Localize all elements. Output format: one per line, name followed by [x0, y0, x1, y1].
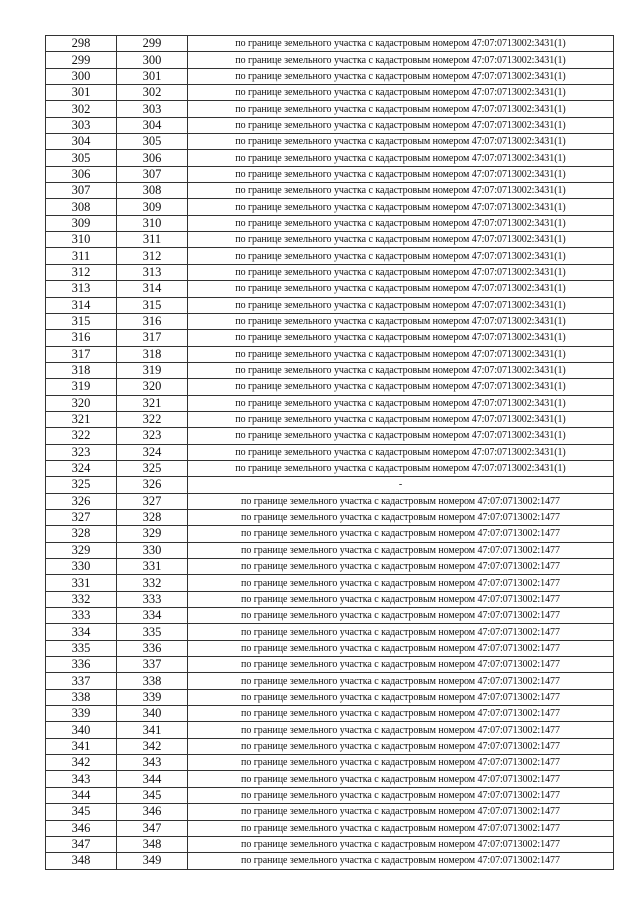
description-cell: по границе земельного участка с кадастровым номером 47:07:0713002:1477 — [188, 657, 614, 673]
from-point-cell: 309 — [46, 215, 117, 231]
from-point-cell: 330 — [46, 559, 117, 575]
description-cell: по границе земельного участка с кадастровым номером 47:07:0713002:3431(1) — [188, 346, 614, 362]
table-row — [46, 836, 614, 852]
from-point-cell: 302 — [46, 101, 117, 117]
description-cell: по границе земельного участка с кадастровым номером 47:07:0713002:3431(1) — [188, 232, 614, 248]
description-cell: по границе земельного участка с кадастровым номером 47:07:0713002:1477 — [188, 836, 614, 852]
from-point-cell: 333 — [46, 608, 117, 624]
table-row — [46, 509, 614, 525]
table-row — [46, 755, 614, 771]
table-row — [46, 313, 614, 329]
description-cell: по границе земельного участка с кадастровым номером 47:07:0713002:3431(1) — [188, 362, 614, 378]
to-point-cell: 313 — [117, 264, 188, 280]
from-point-cell: 346 — [46, 820, 117, 836]
to-point-cell: 324 — [117, 444, 188, 460]
table-row — [46, 395, 614, 411]
to-point-cell: 326 — [117, 477, 188, 493]
to-point-cell: 344 — [117, 771, 188, 787]
description-cell: по границе земельного участка с кадастровым номером 47:07:0713002:1477 — [188, 640, 614, 656]
from-point-cell: 300 — [46, 68, 117, 84]
description-cell: по границе земельного участка с кадастровым номером 47:07:0713002:1477 — [188, 509, 614, 525]
to-point-cell: 303 — [117, 101, 188, 117]
description-cell: по границе земельного участка с кадастровым номером 47:07:0713002:3431(1) — [188, 248, 614, 264]
to-point-cell: 333 — [117, 591, 188, 607]
description-cell: по границе земельного участка с кадастровым номером 47:07:0713002:3431(1) — [188, 199, 614, 215]
table-row — [46, 542, 614, 558]
from-point-cell: 332 — [46, 591, 117, 607]
from-point-cell: 306 — [46, 166, 117, 182]
table-row — [46, 640, 614, 656]
description-cell: по границе земельного участка с кадастровым номером 47:07:0713002:1477 — [188, 706, 614, 722]
to-point-cell: 312 — [117, 248, 188, 264]
to-point-cell: 307 — [117, 166, 188, 182]
to-point-cell: 330 — [117, 542, 188, 558]
description-cell: по границе земельного участка с кадастровым номером 47:07:0713002:1477 — [188, 493, 614, 509]
description-cell: по границе земельного участка с кадастровым номером 47:07:0713002:3431(1) — [188, 297, 614, 313]
table-row — [46, 281, 614, 297]
from-point-cell: 303 — [46, 117, 117, 133]
from-point-cell: 307 — [46, 183, 117, 199]
to-point-cell: 341 — [117, 722, 188, 738]
to-point-cell: 325 — [117, 460, 188, 476]
to-point-cell: 339 — [117, 689, 188, 705]
from-point-cell: 338 — [46, 689, 117, 705]
table-row — [46, 362, 614, 378]
to-point-cell: 345 — [117, 787, 188, 803]
table-row — [46, 134, 614, 150]
table-body — [46, 36, 614, 870]
description-cell: по границе земельного участка с кадастровым номером 47:07:0713002:3431(1) — [188, 215, 614, 231]
to-point-cell: 336 — [117, 640, 188, 656]
table-row — [46, 853, 614, 869]
to-point-cell: 347 — [117, 820, 188, 836]
table-row — [46, 722, 614, 738]
description-cell: по границе земельного участка с кадастровым номером 47:07:0713002:1477 — [188, 624, 614, 640]
table-row — [46, 559, 614, 575]
to-point-cell: 311 — [117, 232, 188, 248]
from-point-cell: 325 — [46, 477, 117, 493]
description-cell: по границе земельного участка с кадастровым номером 47:07:0713002:3431(1) — [188, 166, 614, 182]
table-row — [46, 101, 614, 117]
description-cell: по границе земельного участка с кадастровым номером 47:07:0713002:3431(1) — [188, 313, 614, 329]
to-point-cell: 315 — [117, 297, 188, 313]
description-cell: по границе земельного участка с кадастровым номером 47:07:0713002:1477 — [188, 755, 614, 771]
from-point-cell: 312 — [46, 264, 117, 280]
description-cell: по границе земельного участка с кадастровым номером 47:07:0713002:1477 — [188, 771, 614, 787]
description-cell: по границе земельного участка с кадастровым номером 47:07:0713002:1477 — [188, 673, 614, 689]
to-point-cell: 321 — [117, 395, 188, 411]
table-row — [46, 804, 614, 820]
from-point-cell: 322 — [46, 428, 117, 444]
to-point-cell: 349 — [117, 853, 188, 869]
to-point-cell: 346 — [117, 804, 188, 820]
description-cell: по границе земельного участка с кадастровым номером 47:07:0713002:3431(1) — [188, 444, 614, 460]
description-cell: по границе земельного участка с кадастровым номером 47:07:0713002:1477 — [188, 804, 614, 820]
table-row — [46, 117, 614, 133]
table-row — [46, 411, 614, 427]
table-row — [46, 346, 614, 362]
from-point-cell: 329 — [46, 542, 117, 558]
table-row — [46, 673, 614, 689]
to-point-cell: 300 — [117, 52, 188, 68]
to-point-cell: 309 — [117, 199, 188, 215]
table-row — [46, 460, 614, 476]
to-point-cell: 306 — [117, 150, 188, 166]
table-row — [46, 52, 614, 68]
description-cell: по границе земельного участка с кадастровым номером 47:07:0713002:1477 — [188, 526, 614, 542]
table-row — [46, 166, 614, 182]
description-cell: - — [188, 477, 614, 493]
to-point-cell: 320 — [117, 379, 188, 395]
from-point-cell: 347 — [46, 836, 117, 852]
description-cell: по границе земельного участка с кадастровым номером 47:07:0713002:3431(1) — [188, 134, 614, 150]
to-point-cell: 317 — [117, 330, 188, 346]
description-cell: по границе земельного участка с кадастровым номером 47:07:0713002:1477 — [188, 591, 614, 607]
table-row — [46, 183, 614, 199]
to-point-cell: 302 — [117, 85, 188, 101]
to-point-cell: 299 — [117, 36, 188, 52]
from-point-cell: 321 — [46, 411, 117, 427]
table-row — [46, 657, 614, 673]
to-point-cell: 338 — [117, 673, 188, 689]
description-cell: по границе земельного участка с кадастровым номером 47:07:0713002:1477 — [188, 722, 614, 738]
table-row — [46, 232, 614, 248]
from-point-cell: 317 — [46, 346, 117, 362]
from-point-cell: 311 — [46, 248, 117, 264]
to-point-cell: 328 — [117, 509, 188, 525]
from-point-cell: 313 — [46, 281, 117, 297]
to-point-cell: 310 — [117, 215, 188, 231]
from-point-cell: 337 — [46, 673, 117, 689]
description-cell: по границе земельного участка с кадастровым номером 47:07:0713002:1477 — [188, 787, 614, 803]
description-cell: по границе земельного участка с кадастровым номером 47:07:0713002:3431(1) — [188, 379, 614, 395]
table-row — [46, 150, 614, 166]
from-point-cell: 341 — [46, 738, 117, 754]
description-cell: по границе земельного участка с кадастровым номером 47:07:0713002:1477 — [188, 820, 614, 836]
description-cell: по границе земельного участка с кадастровым номером 47:07:0713002:3431(1) — [188, 68, 614, 84]
to-point-cell: 331 — [117, 559, 188, 575]
from-point-cell: 345 — [46, 804, 117, 820]
from-point-cell: 319 — [46, 379, 117, 395]
description-cell: по границе земельного участка с кадастровым номером 47:07:0713002:1477 — [188, 575, 614, 591]
to-point-cell: 335 — [117, 624, 188, 640]
description-cell: по границе земельного участка с кадастровым номером 47:07:0713002:3431(1) — [188, 281, 614, 297]
to-point-cell: 322 — [117, 411, 188, 427]
to-point-cell: 329 — [117, 526, 188, 542]
table-row — [46, 575, 614, 591]
table-row — [46, 248, 614, 264]
table-row — [46, 36, 614, 52]
description-cell: по границе земельного участка с кадастровым номером 47:07:0713002:1477 — [188, 689, 614, 705]
description-cell: по границе земельного участка с кадастровым номером 47:07:0713002:1477 — [188, 559, 614, 575]
to-point-cell: 308 — [117, 183, 188, 199]
description-cell: по границе земельного участка с кадастровым номером 47:07:0713002:1477 — [188, 738, 614, 754]
from-point-cell: 315 — [46, 313, 117, 329]
from-point-cell: 301 — [46, 85, 117, 101]
table-row — [46, 493, 614, 509]
description-cell: по границе земельного участка с кадастровым номером 47:07:0713002:3431(1) — [188, 460, 614, 476]
description-cell: по границе земельного участка с кадастровым номером 47:07:0713002:3431(1) — [188, 428, 614, 444]
from-point-cell: 323 — [46, 444, 117, 460]
description-cell: по границе земельного участка с кадастровым номером 47:07:0713002:1477 — [188, 542, 614, 558]
table-row — [46, 444, 614, 460]
description-cell: по границе земельного участка с кадастровым номером 47:07:0713002:3431(1) — [188, 52, 614, 68]
description-cell: по границе земельного участка с кадастровым номером 47:07:0713002:3431(1) — [188, 395, 614, 411]
table-row — [46, 330, 614, 346]
description-cell: по границе земельного участка с кадастровым номером 47:07:0713002:3431(1) — [188, 85, 614, 101]
boundary-description-table — [45, 35, 614, 870]
to-point-cell: 343 — [117, 755, 188, 771]
to-point-cell: 327 — [117, 493, 188, 509]
from-point-cell: 318 — [46, 362, 117, 378]
from-point-cell: 335 — [46, 640, 117, 656]
to-point-cell: 319 — [117, 362, 188, 378]
table-row — [46, 624, 614, 640]
table-row — [46, 706, 614, 722]
description-cell: по границе земельного участка с кадастровым номером 47:07:0713002:3431(1) — [188, 330, 614, 346]
description-cell: по границе земельного участка с кадастровым номером 47:07:0713002:3431(1) — [188, 101, 614, 117]
to-point-cell: 348 — [117, 836, 188, 852]
to-point-cell: 316 — [117, 313, 188, 329]
from-point-cell: 304 — [46, 134, 117, 150]
from-point-cell: 305 — [46, 150, 117, 166]
table-row — [46, 68, 614, 84]
description-cell: по границе земельного участка с кадастровым номером 47:07:0713002:3431(1) — [188, 411, 614, 427]
to-point-cell: 301 — [117, 68, 188, 84]
table-row — [46, 787, 614, 803]
from-point-cell: 344 — [46, 787, 117, 803]
from-point-cell: 316 — [46, 330, 117, 346]
to-point-cell: 334 — [117, 608, 188, 624]
from-point-cell: 336 — [46, 657, 117, 673]
table-row — [46, 771, 614, 787]
from-point-cell: 327 — [46, 509, 117, 525]
table-row — [46, 379, 614, 395]
to-point-cell: 340 — [117, 706, 188, 722]
to-point-cell: 318 — [117, 346, 188, 362]
table-row — [46, 477, 614, 493]
table-row — [46, 264, 614, 280]
description-cell: по границе земельного участка с кадастровым номером 47:07:0713002:3431(1) — [188, 150, 614, 166]
from-point-cell: 314 — [46, 297, 117, 313]
table-row — [46, 215, 614, 231]
from-point-cell: 320 — [46, 395, 117, 411]
from-point-cell: 308 — [46, 199, 117, 215]
to-point-cell: 323 — [117, 428, 188, 444]
from-point-cell: 343 — [46, 771, 117, 787]
to-point-cell: 314 — [117, 281, 188, 297]
table-row — [46, 428, 614, 444]
to-point-cell: 304 — [117, 117, 188, 133]
table-row — [46, 85, 614, 101]
from-point-cell: 348 — [46, 853, 117, 869]
description-cell: по границе земельного участка с кадастровым номером 47:07:0713002:3431(1) — [188, 183, 614, 199]
to-point-cell: 332 — [117, 575, 188, 591]
description-cell: по границе земельного участка с кадастровым номером 47:07:0713002:1477 — [188, 608, 614, 624]
table-row — [46, 199, 614, 215]
from-point-cell: 328 — [46, 526, 117, 542]
from-point-cell: 342 — [46, 755, 117, 771]
from-point-cell: 334 — [46, 624, 117, 640]
table-row — [46, 820, 614, 836]
description-cell: по границе земельного участка с кадастровым номером 47:07:0713002:3431(1) — [188, 264, 614, 280]
description-cell: по границе земельного участка с кадастровым номером 47:07:0713002:1477 — [188, 853, 614, 869]
from-point-cell: 299 — [46, 52, 117, 68]
to-point-cell: 305 — [117, 134, 188, 150]
table-row — [46, 526, 614, 542]
description-cell: по границе земельного участка с кадастровым номером 47:07:0713002:3431(1) — [188, 117, 614, 133]
table-row — [46, 738, 614, 754]
description-cell: по границе земельного участка с кадастровым номером 47:07:0713002:3431(1) — [188, 36, 614, 52]
from-point-cell: 339 — [46, 706, 117, 722]
from-point-cell: 326 — [46, 493, 117, 509]
table-row — [46, 591, 614, 607]
table-row — [46, 608, 614, 624]
to-point-cell: 342 — [117, 738, 188, 754]
from-point-cell: 340 — [46, 722, 117, 738]
table-row — [46, 297, 614, 313]
from-point-cell: 331 — [46, 575, 117, 591]
table-row — [46, 689, 614, 705]
from-point-cell: 310 — [46, 232, 117, 248]
from-point-cell: 298 — [46, 36, 117, 52]
to-point-cell: 337 — [117, 657, 188, 673]
from-point-cell: 324 — [46, 460, 117, 476]
